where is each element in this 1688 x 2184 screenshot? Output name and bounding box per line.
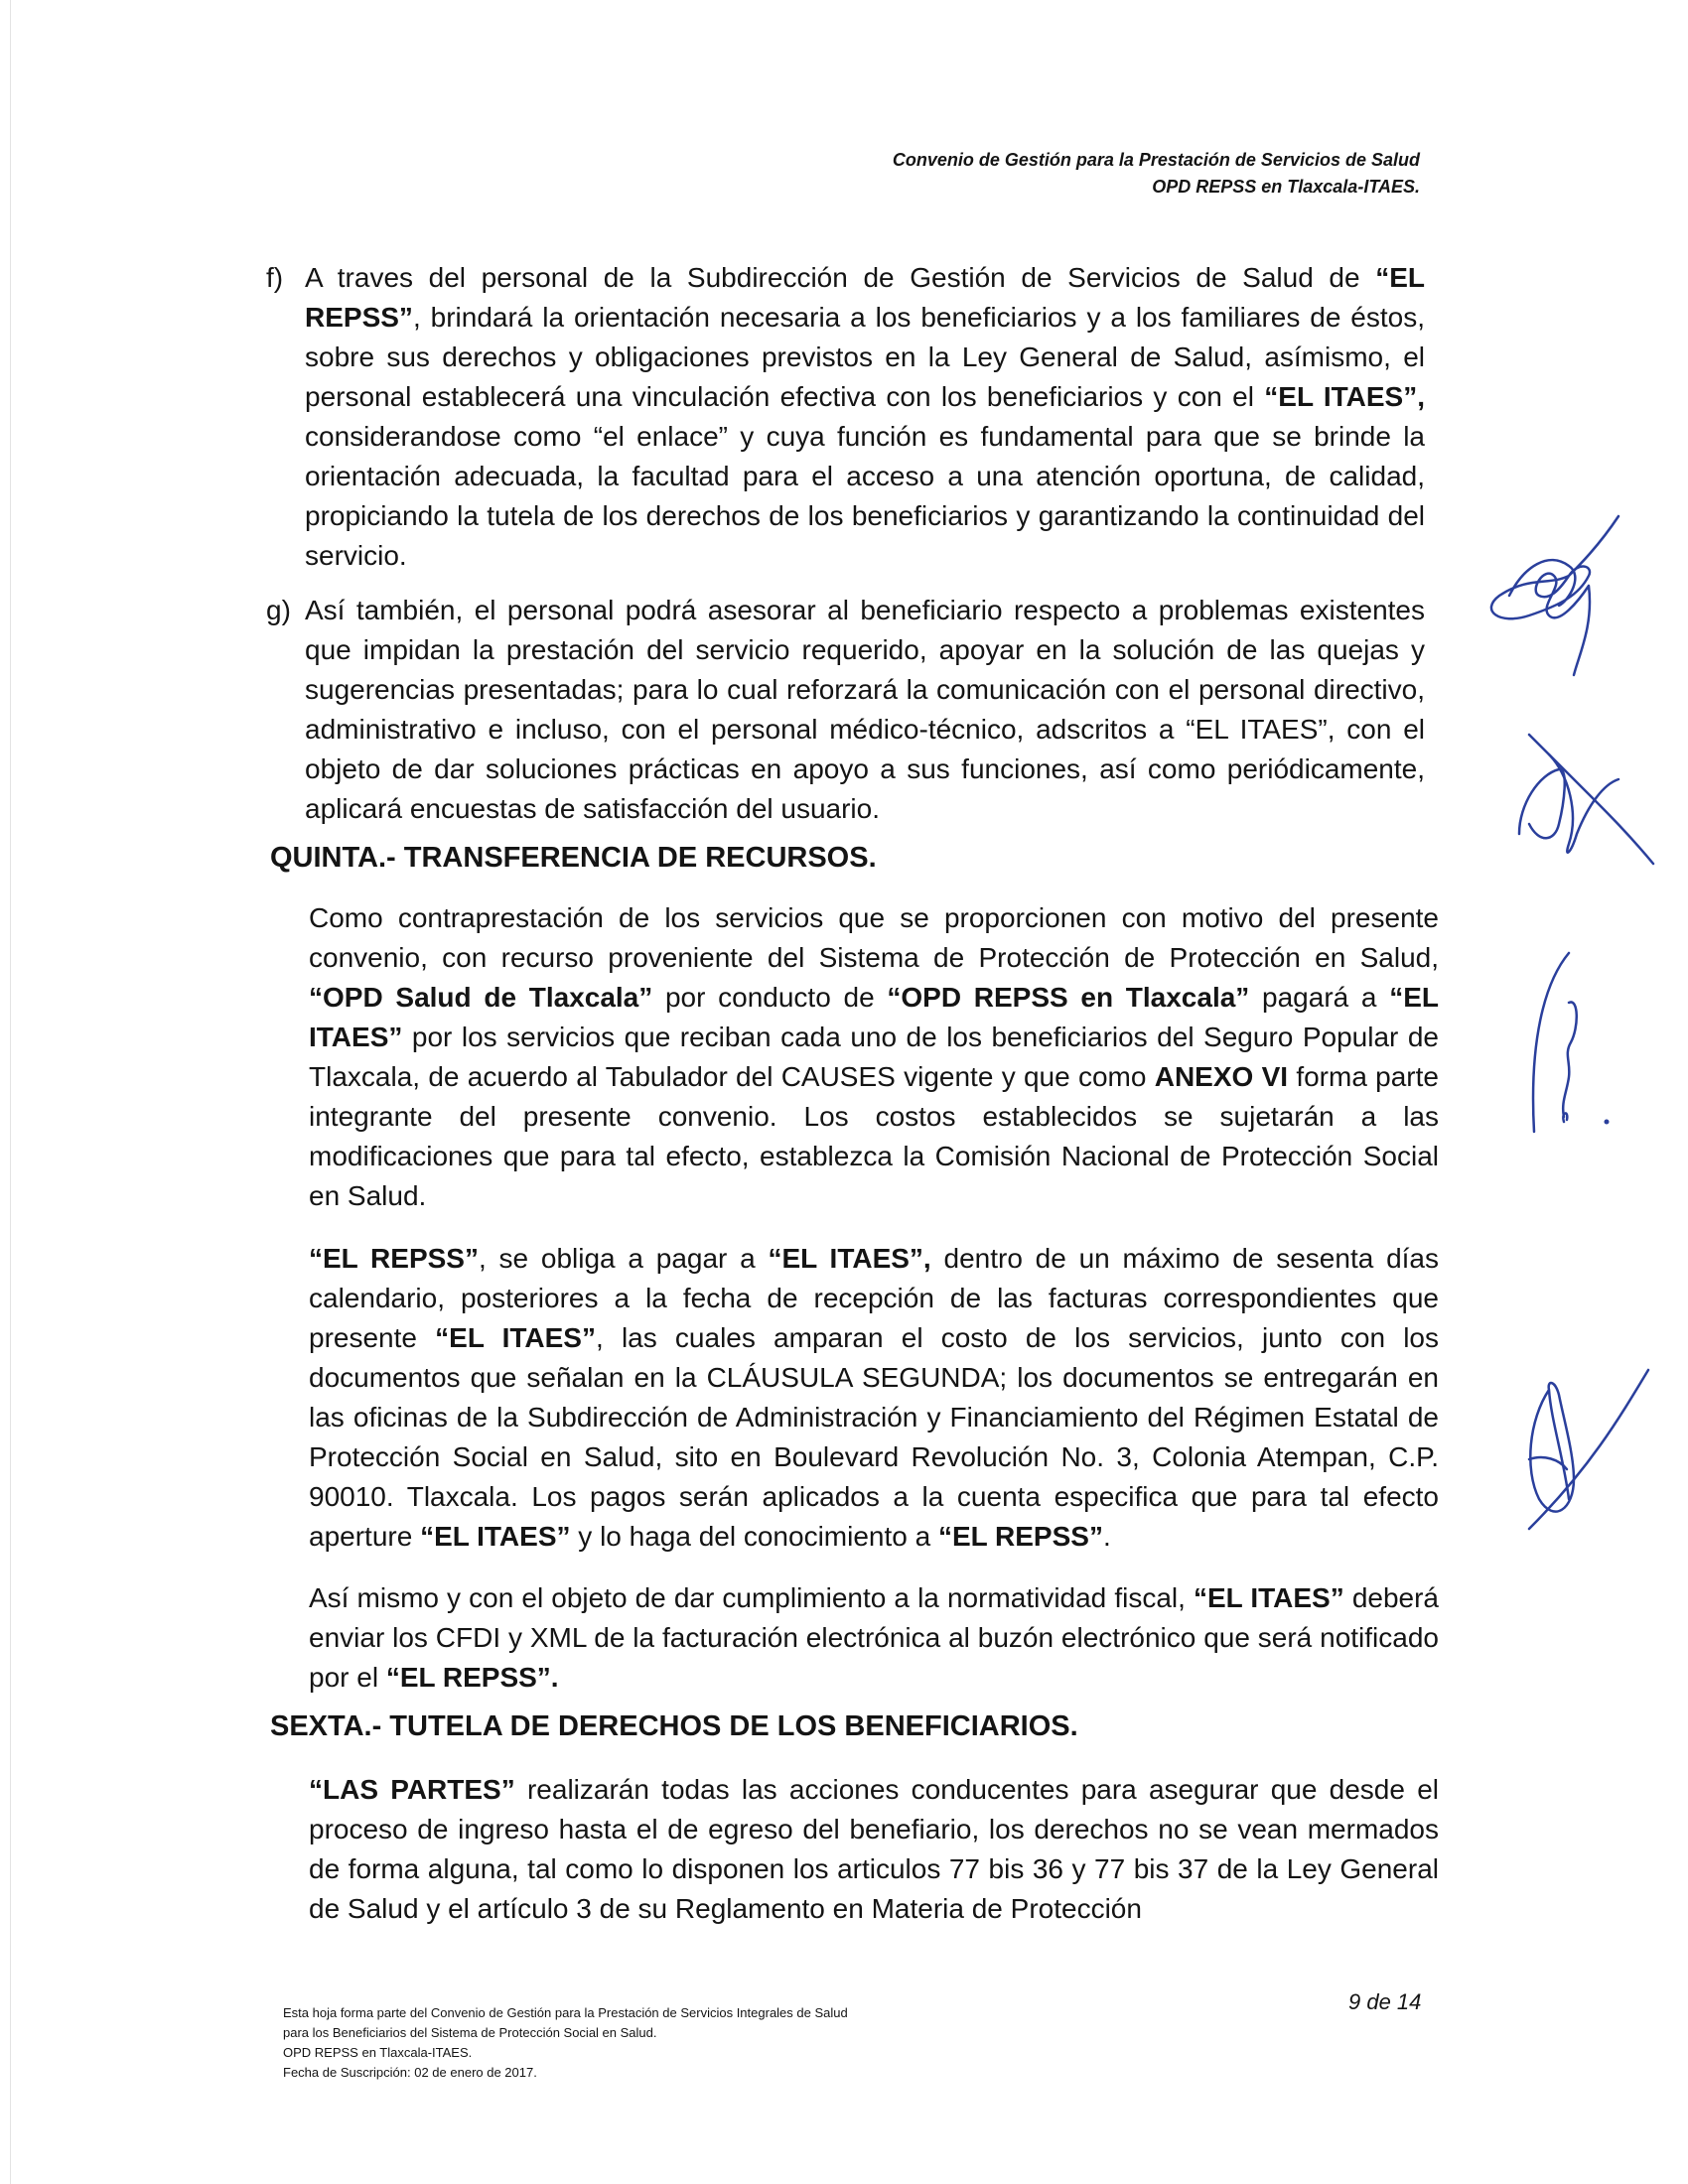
list-item-f [305,258,1425,576]
text-run: considerandose como “el enlace” y cuya función es fundamental para que se brinde la orientación adecuada, la facultad para el acceso a una atención oportuna, de calidad, propiciando la tutela de los derechos de los beneficiarios y garantizando la continuidad del servicio. [305,421,1425,571]
text-run: deberá enviar los CFDI y XML de la facturación electrónica al buzón electrónico que será notificado por el [309,1582,1440,1693]
signature-initials-4 [1489,1360,1658,1539]
text-run: y lo haga del conocimiento a [570,1521,938,1552]
bold-run: “EL ITAES” [309,982,1439,1052]
footer-line-2: para los Beneficiarios del Sistema de Protección Social en Salud. [283,2025,657,2040]
bold-run: “EL ITAES” [420,1521,571,1552]
bold-run: “EL REPSS” [309,1243,479,1274]
text-run: realizarán todas las acciones conducentes para asegurar que desde el proceso de ingreso hasta el de egreso del benefiario, los derechos no se vean mermados de forma alguna, tal como lo disponen los articulos 77 bis 36 y 77 bis 37 de la Ley General de Salud y el artículo 3 de su Reglamento en Materia de Protección [309,1774,1439,1924]
footer-line-4: Fecha de Suscripción: 02 de enero de 2017. [283,2065,537,2080]
bold-run: “EL REPSS” [305,262,1425,333]
list-marker-f: f) [266,262,284,293]
signature-initials-1 [1470,506,1648,685]
text-run: , se obliga a pagar a [478,1243,769,1274]
bold-run: “EL REPSS” [937,1521,1103,1552]
text-run: , las cuales amparan el costo de los servicios, junto con los documentos que señalan en la CLÁUSULA SEGUNDA; los documentos se entregarán en las oficinas de la Subdirección de Administración y Financiamiento del Régimen Estatal de Protección Social en Salud, sito en Boulevard Revolución No. 3, Colonia Atempan, C.P. 90010. Tlaxcala. Los pagos serán aplicados a la cuenta especifica que para tal efecto aperture [309,1322,1440,1552]
bold-run: “EL REPSS”. [385,1662,559,1693]
header-line-1: Convenio de Gestión para la Prestación de Servicios de Salud [892,150,1420,170]
bold-run: “OPD REPSS en Tlaxcala” [887,982,1250,1013]
page-header [893,147,1420,201]
text-run: Como contraprestación de los servicios que se proporcionen con motivo del presente convenio, con recurso proveniente del Sistema de Protección de Protección en Salud, [309,902,1439,973]
footer-line-3: OPD REPSS en Tlaxcala-ITAES. [283,2045,473,2060]
text-run: . [1102,1521,1111,1552]
bold-run: “EL ITAES” [435,1322,596,1353]
text-run: dentro de un máximo de sesenta días calendario, posteriores a la fecha de recepción de las facturas correspondientes que presente [309,1243,1439,1353]
text-run: por conducto de [652,982,888,1013]
bold-run: “EL ITAES” [1194,1582,1344,1613]
text-run: , brindará la orientación necesaria a los beneficiarios y a los familiares de éstos, sobre sus derechos y obligaciones previstos en la Ley General de Salud, asímismo, el personal establecerá una vinculación efectiva con los beneficiarios y con el [305,302,1425,412]
text-run: A traves del personal de la Subdirección de Gestión de Servicios de Salud de [305,262,1376,293]
section-heading-sexta: SEXTA.- TUTELA DE DERECHOS DE LOS BENEFICIARIOS. [270,1710,1078,1742]
list-marker-g: g) [266,595,291,625]
bold-run: ANEXO VI [1154,1061,1289,1092]
text-run: forma parte integrante del presente convenio. Los costos establecidos se sujetarán a las modificaciones que para tal efecto, establezca la Comisión Nacional de Protección Social en Salud. [309,1061,1439,1211]
quinta-paragraph-2 [309,1239,1439,1557]
signature-initials-3 [1509,943,1618,1142]
header-line-2: OPD REPSS en Tlaxcala-ITAES. [1152,177,1420,197]
sexta-paragraph-1 [309,1770,1439,1929]
footer-line-1: Esta hoja forma parte del Convenio de Gestión para la Prestación de Servicios Integrales de Salud [283,2005,848,2020]
section-heading-quinta: QUINTA.- TRANSFERENCIA DE RECURSOS. [270,842,877,874]
text-run: pagará a [1249,982,1390,1013]
bold-run: “EL ITAES”, [1264,381,1425,412]
text-run: Así mismo y con el objeto de dar cumplimiento a la normatividad fiscal, [309,1582,1194,1613]
page-footer [283,2003,848,2083]
bold-run: “OPD Salud de Tlaxcala” [309,982,653,1013]
bold-run: “LAS PARTES” [309,1774,515,1805]
text-run: por los servicios que reciban cada uno de los beneficiarios del Seguro Popular de Tlaxcala, de acuerdo al Tabulador del CAUSES vigente y que como [309,1022,1439,1092]
signature-initials-2 [1509,715,1658,884]
scan-edge-line [10,0,11,2184]
page-number: 9 de 14 [1348,1989,1422,2014]
quinta-paragraph-3 [309,1578,1439,1698]
list-item-g: Así también, el personal podrá asesorar al beneficiario respecto a problemas existentes que impidan la prestación del servicio requerido, apoyar en la solución de las quejas y sugerencias presentadas; para lo cual reforzará la comunicación con el personal directivo, administrativo e incluso, con el personal médico-técnico, adscritos a “EL ITAES”, con el objeto de dar soluciones prácticas en apoyo a sus funciones, así como periódicamente, aplicará encuestas de satisfacción del usuario. [305,595,1425,824]
quinta-paragraph-1 [309,898,1439,1216]
bold-run: “EL ITAES”, [768,1243,931,1274]
